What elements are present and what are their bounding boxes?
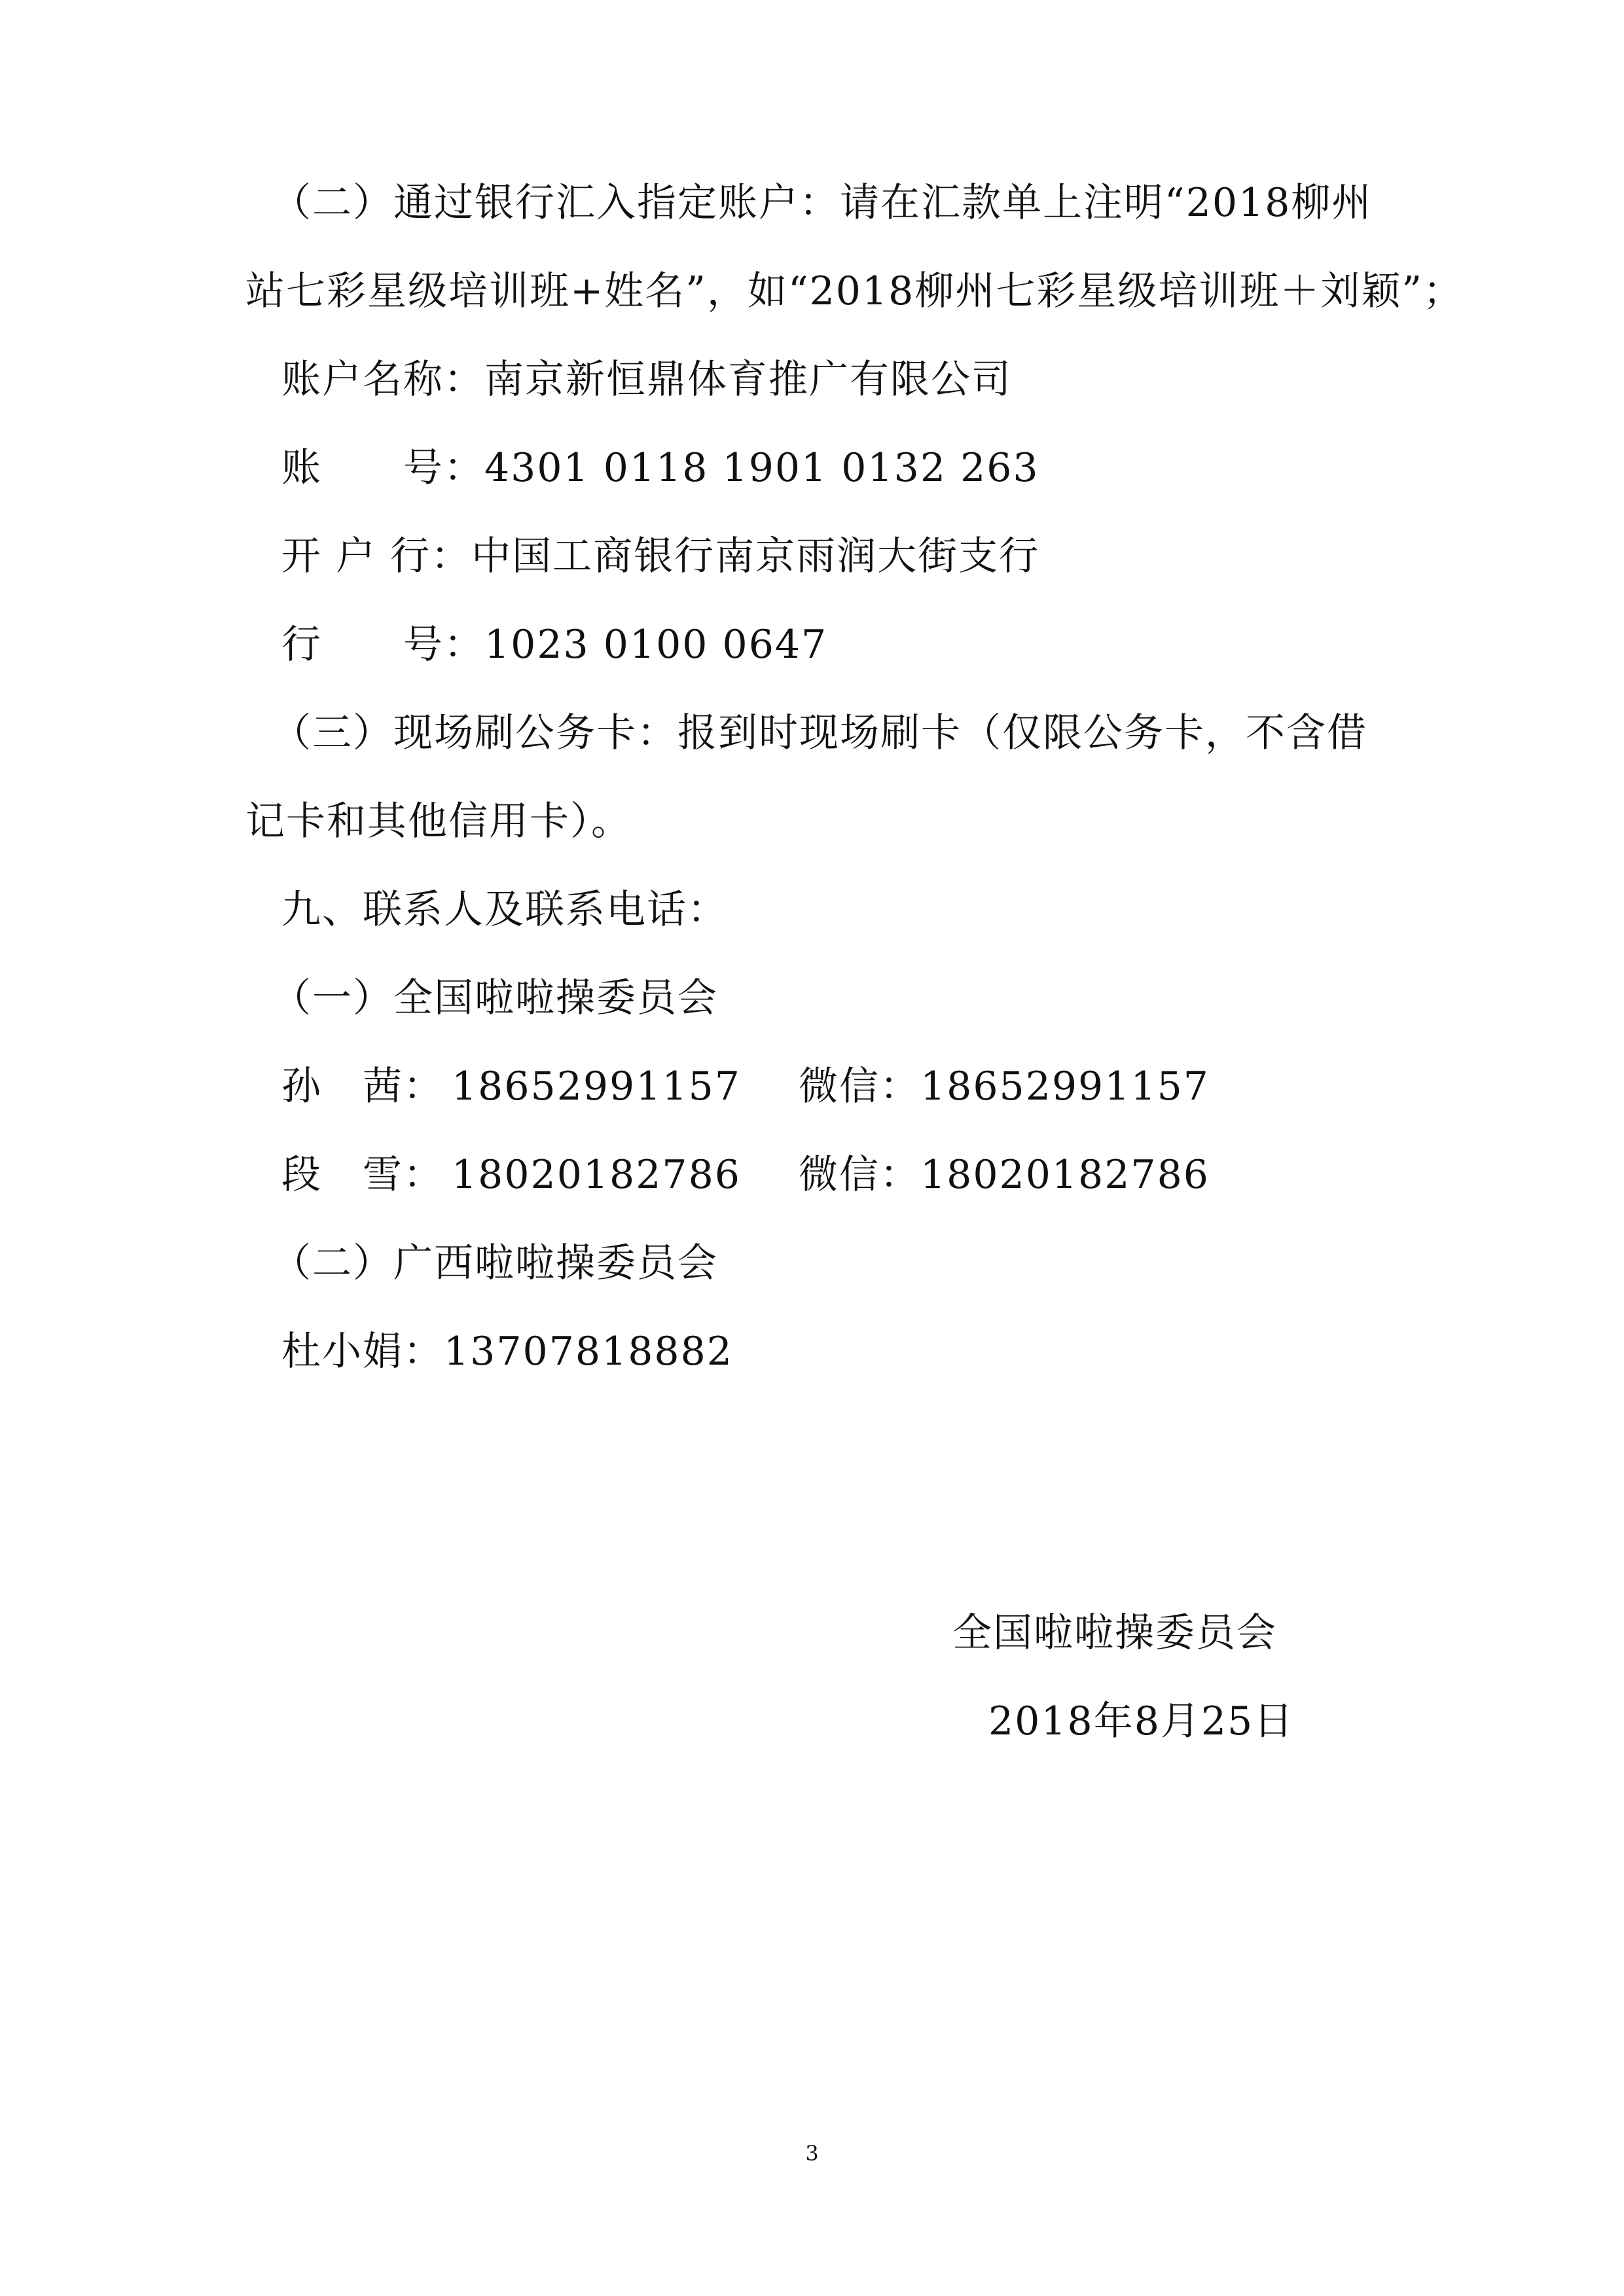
page-number: 3 [805, 2141, 819, 2166]
bank-transfer-line-1: （二）通过银行汇入指定账户：请在汇款单上注明“2018柳州 [272, 180, 1373, 226]
account-name-value: 南京新恒鼎体育推广有限公司 [484, 357, 1012, 403]
wechat-label: 微信： [799, 1152, 920, 1198]
wechat-value: 18652991157 [920, 1064, 1210, 1109]
contact-phone: 18652991157 [452, 1064, 741, 1109]
bank-row [281, 530, 1039, 583]
account-name-row [281, 353, 1012, 406]
signature-org: 全国啦啦操委员会 [952, 1610, 1277, 1656]
account-number-row [281, 442, 1039, 494]
card-payment-line-1: （三）现场刷公务卡：报到时现场刷卡（仅限公务卡，不含借 [272, 710, 1367, 756]
bank-value: 中国工商银行南京雨润大街支行 [471, 533, 1040, 579]
bank-number-label: 行 号： [281, 622, 484, 668]
contact-phone: 13707818882 [444, 1329, 733, 1374]
wechat-label: 微信： [799, 1064, 920, 1109]
contact-name: 杜小娟： [281, 1329, 444, 1374]
contact-group-1-title: （一）全国啦啦操委员会 [272, 975, 718, 1021]
contacts-heading: 九、联系人及联系电话： [281, 887, 728, 933]
account-number-label: 账 号： [281, 445, 484, 491]
signature-date: 2018年8月25日 [988, 1698, 1295, 1744]
bank-number-row [281, 619, 827, 671]
contact-row [281, 1149, 1210, 1201]
card-payment-line-2: 记卡和其他信用卡）。 [245, 798, 632, 844]
contact-row [281, 1060, 1210, 1113]
contact-group-2-title: （二）广西啦啦操委员会 [272, 1240, 718, 1286]
contact-name: 孙 茜： [281, 1064, 444, 1109]
bank-transfer-line-2: 站七彩星级培训班+姓名”，如“2018柳州七彩星级培训班＋刘颖”； [245, 268, 1464, 314]
account-name-label: 账户名称： [281, 357, 484, 403]
account-number-value: 4301 0118 1901 0132 263 [484, 445, 1039, 491]
bank-label: 开 户 行： [281, 533, 472, 579]
contact-name: 段 雪： [281, 1152, 444, 1198]
contact-row [281, 1325, 733, 1378]
bank-number-value: 1023 0100 0647 [484, 622, 828, 668]
wechat-value: 18020182786 [920, 1152, 1210, 1198]
contact-phone: 18020182786 [452, 1152, 741, 1198]
